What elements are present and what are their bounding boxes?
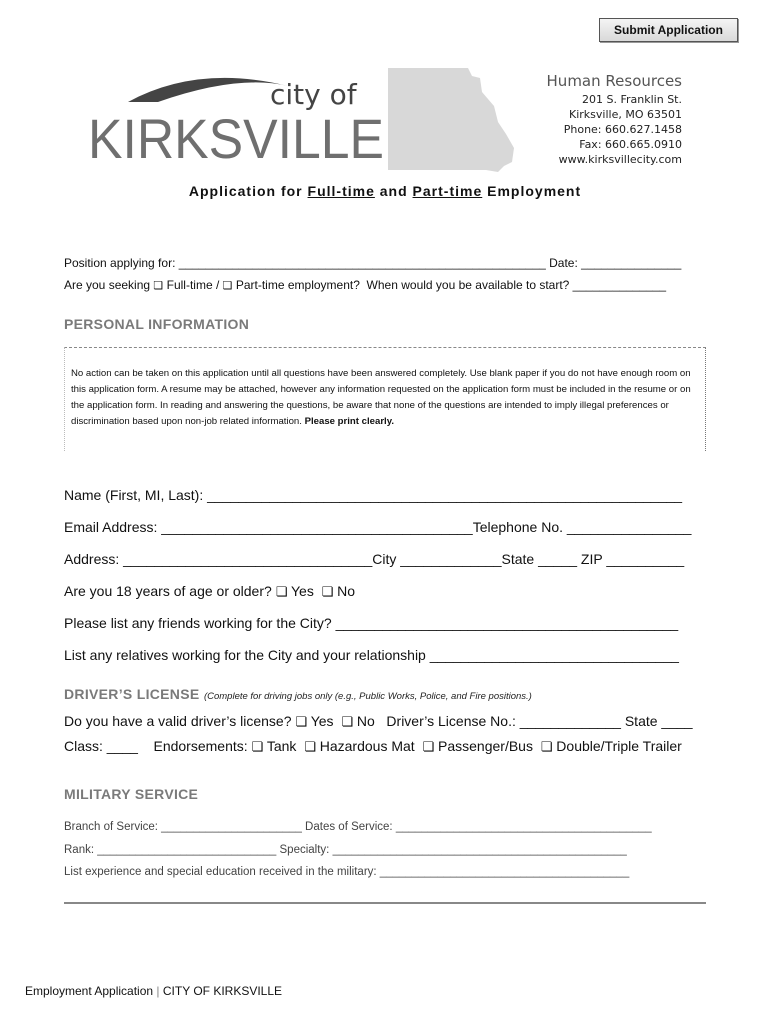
- logo-city-of: city of: [270, 78, 357, 111]
- logo-kirksville: KIRKSVILLE: [88, 107, 384, 170]
- hr-web: www.kirksvillecity.com: [558, 153, 682, 166]
- age-row: Are you 18 years of age or older? ❏ Yes ❏ No: [64, 583, 356, 600]
- military-heading: MILITARY SERVICE: [64, 786, 199, 802]
- hazmat-checkbox[interactable]: ❏: [304, 740, 316, 755]
- page-footer: Employment Application | CITY OF KIRKSVILLE: [25, 984, 283, 998]
- full-time-label: Full-time: [307, 183, 375, 199]
- branch-dates-field[interactable]: Branch of Service: ______________________ Dates of Service: ________________________________________: [64, 821, 652, 833]
- full-time-checkbox[interactable]: ❏: [153, 279, 164, 292]
- position-date-field[interactable]: Position applying for: _______________________________________________________ Date: _______________: [64, 256, 682, 270]
- class-field[interactable]: Class: ____ Endorsements:: [64, 738, 252, 754]
- hr-fax: Fax: 660.665.0910: [579, 138, 682, 151]
- license-number-field[interactable]: No Driver’s License No.: _____________ State ____: [356, 713, 693, 729]
- name-field[interactable]: Name (First, MI, Last): _____________________________________________________________: [64, 487, 683, 503]
- part-time-checkbox[interactable]: ❏: [222, 279, 233, 292]
- page-title: Application for Full-time and Part-time Employment: [188, 183, 582, 199]
- relatives-field[interactable]: List any relatives working for the City and your relationship ________________________________: [64, 647, 679, 663]
- logo-swoosh: [128, 78, 288, 102]
- endorsements-row: Class: ____ Endorsements: ❏ Tank ❏ Hazardous Mat ❏ Passenger/Bus ❏ Double/Triple Trailer: [64, 738, 682, 755]
- drivers-license-heading-row: [64, 686, 532, 704]
- address-field[interactable]: Address: ________________________________City _____________State _____ ZIP __________: [64, 551, 685, 567]
- tank-checkbox[interactable]: ❏: [251, 740, 264, 755]
- start-date-field[interactable]: Part-time employment? When would you be available to start? ______________: [235, 278, 667, 292]
- license-yes-checkbox[interactable]: ❏: [295, 715, 308, 730]
- seeking-row: Are you seeking ❏ Full-time / ❏ Part-time employment? When would you be available to start? ______________: [64, 278, 667, 292]
- drivers-license-heading: DRIVER’S LICENSE: [64, 686, 200, 702]
- license-no-checkbox[interactable]: ❏: [341, 715, 353, 730]
- passenger-checkbox[interactable]: ❏: [422, 740, 435, 755]
- missouri-map-graphic: [388, 68, 514, 172]
- double-trailer-checkbox[interactable]: ❏: [540, 740, 553, 755]
- friends-field[interactable]: Please list any friends working for the City? ____________________________________________: [64, 615, 679, 631]
- age-no-checkbox[interactable]: ❏: [321, 585, 334, 600]
- notice-box: [64, 347, 706, 451]
- valid-license-row: Do you have a valid driver’s license? ❏ Yes ❏ No Driver’s License No.: _____________ State ____: [64, 713, 693, 730]
- hr-street: 201 S. Franklin St.: [582, 93, 682, 106]
- section-divider: [64, 902, 706, 904]
- part-time-label: Part-time: [412, 183, 483, 199]
- personal-info-heading: PERSONAL INFORMATION: [64, 316, 250, 332]
- rank-specialty-field[interactable]: Rank: ____________________________ Specialty: ______________________________________________: [64, 844, 627, 856]
- notice-text: No action can be taken on this application until all questions have been answered completely. Use blank paper if you do not have enough room on this application form. A resume may be attached, however any information requested on the application form must be included in the resume or on the application form. In reading and answering the questions, be aware that none of the questions are intended to imply illegal preferences or discrimination based upon non-job related information. Please print clearly.: [71, 368, 691, 427]
- hr-city: Kirksville, MO 63501: [569, 108, 682, 121]
- email-phone-field[interactable]: Email Address: ________________________________________Telephone No. ________________: [64, 519, 692, 535]
- submit-application-button[interactable]: Submit Application: [599, 18, 738, 42]
- age-yes-checkbox[interactable]: ❏: [275, 585, 288, 600]
- hr-phone: Phone: 660.627.1458: [563, 123, 682, 136]
- drivers-license-note: (Complete for driving jobs only (e.g., Public Works, Police, and Fire positions.): [203, 691, 532, 702]
- military-experience-field[interactable]: List experience and special education received in the military: _______________________________________: [64, 866, 630, 878]
- hr-dept: Human Resources: [546, 72, 682, 90]
